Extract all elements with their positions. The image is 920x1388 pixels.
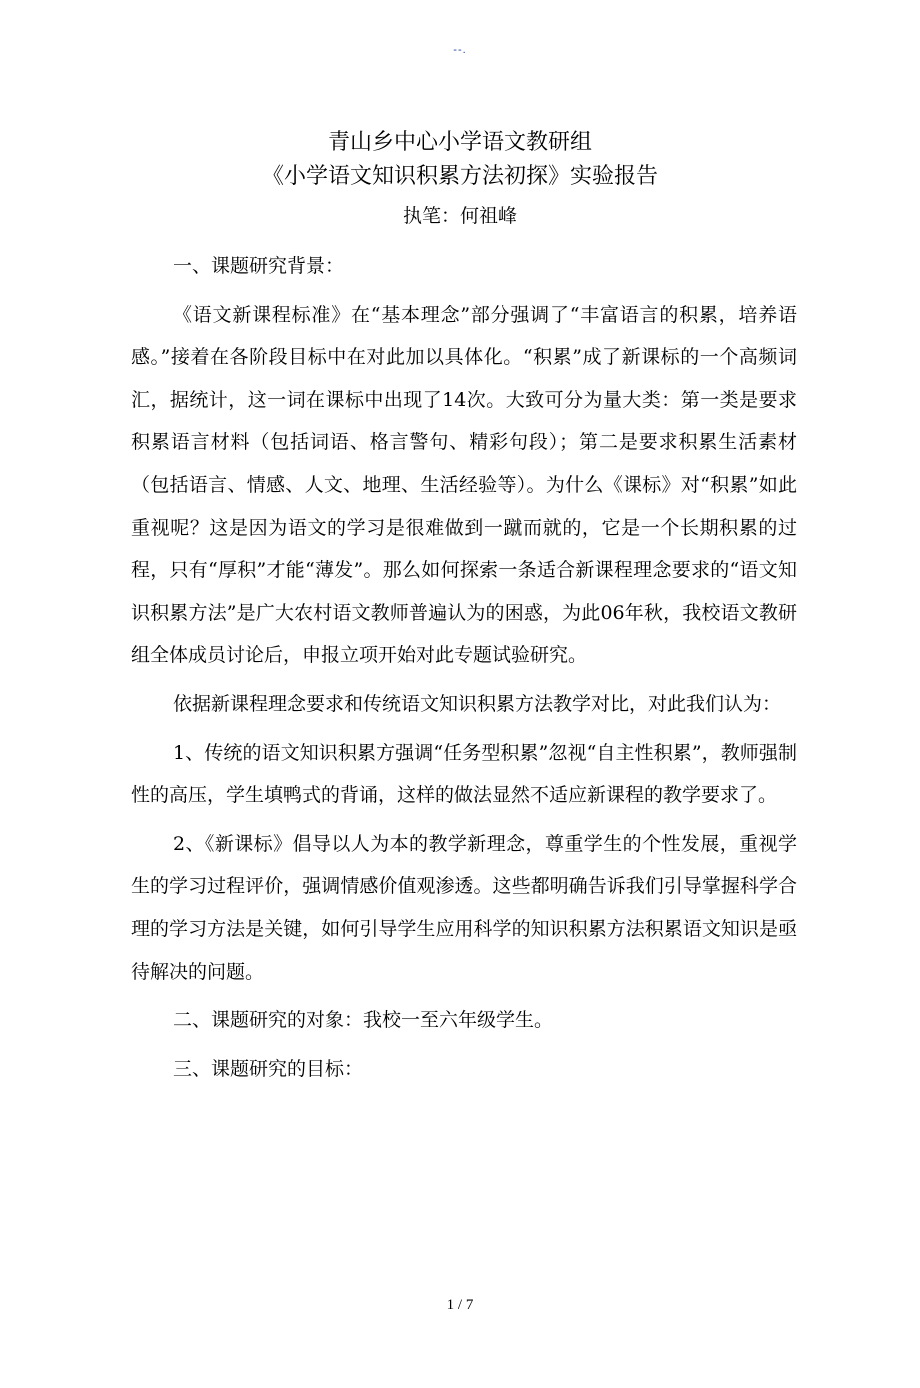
author-line: 执笔：何祖峰 — [402, 205, 517, 227]
school-group-title: 青山乡中心小学语文教研组 — [327, 130, 592, 155]
section-heading-subjects: 二、课题研究的对象：我校一至六年级学生。 — [173, 1009, 554, 1032]
header-mark: --. — [453, 44, 467, 56]
section-heading-goals: 三、课题研究的目标： — [173, 1057, 364, 1080]
title-block — [0, 126, 920, 194]
paragraph-point-1: 1、传统的语文知识积累方强调“任务型积累”忽视“自主性积累”，教师强制性的高压，学生填鸭式的背诵，这样的做法显然不适应新课程的教学要求了。 — [131, 741, 797, 807]
paragraph-background: 《语文新课程标准》在“基本理念”部分强调了“丰富语言的积累，培养语感。”接着在各阶段目标中在对此加以具体化。“积累”成了新课标的一个高频词汇，据统计，这一词在课标中出现了14次。大致可分为量大类：第一类是要求积累语言材料（包括词语、格言警句、精彩句段）；第二是要求积累生活素材（包括语言、情感、人文、地理、生活经验等）。为什么《课标》对“积累”如此重视呢？这是因为语文的学习是很难做到一蹴而就的，它是一个长期积累的过程，只有“厚积”才能“薄发”。那么如何探索一条适合新课程理念要求的“语文知识积累方法”是广大农村语文教师普遍认为的困惑，为此06年秋，我校语文教研组全体成员讨论后，申报立项开始对此专题试验研究。 — [131, 303, 797, 667]
page-number: 1 / 7 — [446, 1297, 474, 1313]
paragraph-comparison: 依据新课程理念要求和传统语文知识积累方法教学对比，对此我们认为： — [173, 692, 782, 715]
report-title: 《小学语文知识积累方法初探》实验报告 — [261, 164, 658, 189]
section-heading-background: 一、课题研究背景： — [173, 255, 345, 277]
document-body — [131, 245, 797, 1096]
paragraph-point-2: 2、《新课标》倡导以人为本的教学新理念，尊重学生的个性发展，重视学生的学习过程评价，强调情感价值观渗透。这些都明确告诉我们引导掌握科学合理的学习方法是关键，如何引导学生应用科学的知识积累方法积累语文知识是亟待解决的问题。 — [131, 832, 797, 983]
